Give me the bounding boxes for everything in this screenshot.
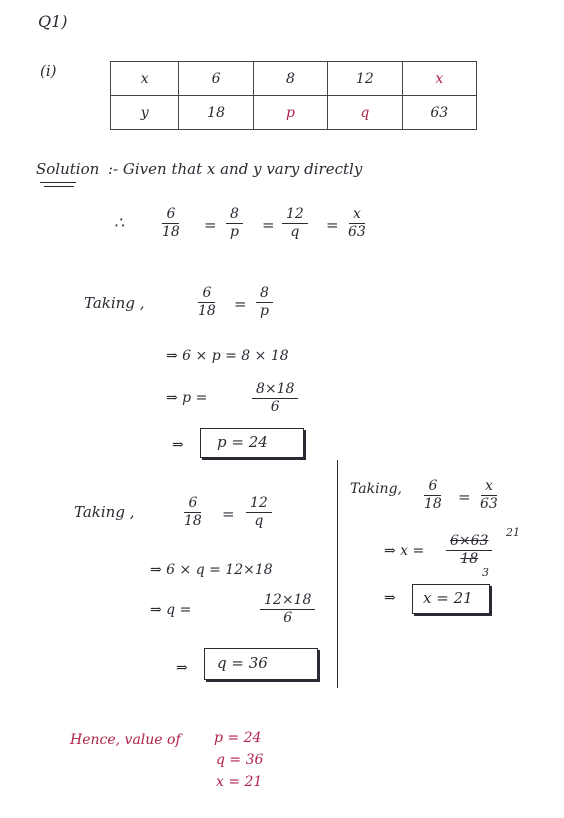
table-cell: 12 (328, 62, 402, 96)
answer-p: p = 24 (217, 433, 268, 451)
table-cell: 63 (402, 96, 476, 130)
arrow-icon: ⇒ (384, 590, 396, 606)
fraction-denominator: 6 (270, 399, 280, 415)
table-cell: x (111, 62, 179, 96)
step-p-line1: ⇒ 6 × p = 8 × 18 (166, 348, 289, 364)
fraction-numerator: 12 (282, 206, 308, 224)
answer-box-p (200, 428, 304, 458)
taking-label-x: Taking, (350, 481, 402, 497)
lhs-fraction (420, 478, 446, 513)
table-cell-unknown: q (328, 96, 402, 130)
fraction-numerator: 6 (424, 478, 441, 496)
step-x-fraction (446, 533, 492, 568)
question-label: Q1) (38, 12, 68, 31)
taking-label-p: Taking , (84, 294, 145, 312)
step-q-fraction (260, 592, 315, 627)
cancel-bottom-value: 3 (482, 566, 489, 579)
table-cell: 8 (253, 62, 327, 96)
column-divider (337, 460, 338, 688)
answer-box-x (412, 584, 490, 614)
fraction-numerator: 6×63 (446, 533, 492, 551)
step-x-line1: ⇒ x = (384, 543, 425, 559)
rhs-fraction (256, 285, 273, 320)
answer-x: x = 21 (423, 589, 473, 607)
equals-sign: = (458, 488, 471, 506)
solution-underline (40, 182, 76, 183)
taking-label-q: Taking , (74, 503, 135, 521)
solution-statement: :- Given that x and y vary directly (108, 160, 363, 178)
equals-sign: = (204, 216, 217, 234)
fraction-numerator: 12×18 (260, 592, 315, 610)
solution-underline-2 (44, 186, 74, 187)
conclusion-hence: Hence, value of (70, 732, 181, 748)
part-label: (i) (40, 62, 57, 80)
fraction-denominator: p (260, 303, 269, 319)
answer-q: q = 36 (217, 654, 268, 672)
equals-sign: = (326, 216, 339, 234)
step-p-line2: ⇒ p = (166, 390, 208, 406)
step-q-line1: ⇒ 6 × q = 12×18 (150, 562, 273, 578)
fraction-denominator: q (290, 224, 300, 240)
fraction-numerator: 12 (246, 495, 272, 513)
arrow-icon: ⇒ (172, 437, 184, 453)
fraction-numerator: 6 (198, 285, 215, 303)
fraction-numerator: 8×18 (252, 381, 298, 399)
values-table (110, 61, 477, 130)
equals-sign: = (262, 216, 275, 234)
ratio-fraction (282, 206, 308, 241)
ratio-fraction (158, 206, 184, 241)
rhs-fraction (476, 478, 502, 513)
rhs-fraction (246, 495, 272, 530)
cancel-top-value: 21 (506, 526, 520, 539)
lhs-fraction (194, 285, 220, 320)
conclusion-p: p = 24 (214, 730, 262, 746)
ratio-fraction (344, 206, 370, 241)
fraction-numerator: 6 (184, 495, 201, 513)
fraction-numerator: 8 (226, 206, 243, 224)
lhs-fraction (180, 495, 206, 530)
table-row-y (111, 96, 477, 130)
ratio-fraction (226, 206, 243, 241)
fraction-denominator: 63 (480, 496, 498, 512)
fraction-numerator: 6 (162, 206, 179, 224)
fraction-numerator: x (349, 206, 365, 224)
fraction-denominator: 63 (348, 224, 366, 240)
answer-box-q (204, 648, 318, 680)
table-cell: 6 (179, 62, 253, 96)
conclusion-q: q = 36 (216, 752, 264, 768)
fraction-denominator: 18 (184, 513, 202, 529)
table-row-x (111, 62, 477, 96)
therefore-symbol: ∴ (114, 213, 125, 232)
fraction-denominator: q (254, 513, 264, 529)
conclusion-x: x = 21 (216, 774, 263, 790)
fraction-denominator: p (230, 224, 239, 240)
table-cell-unknown: x (402, 62, 476, 96)
step-q-line2: ⇒ q = (150, 602, 192, 618)
step-p-fraction (252, 381, 298, 416)
arrow-icon: ⇒ (176, 660, 188, 676)
table-cell: 18 (179, 96, 253, 130)
table-cell-unknown: p (253, 96, 327, 130)
equals-sign: = (222, 505, 235, 523)
fraction-denominator: 18 (162, 224, 180, 240)
fraction-denominator: 6 (283, 610, 293, 626)
fraction-numerator: x (481, 478, 497, 496)
fraction-denominator: 18 (460, 551, 479, 567)
fraction-numerator: 8 (256, 285, 273, 303)
fraction-denominator: 18 (198, 303, 216, 319)
table-cell: y (111, 96, 179, 130)
fraction-denominator: 18 (424, 496, 442, 512)
equals-sign: = (234, 295, 247, 313)
solution-label: Solution (36, 160, 100, 178)
